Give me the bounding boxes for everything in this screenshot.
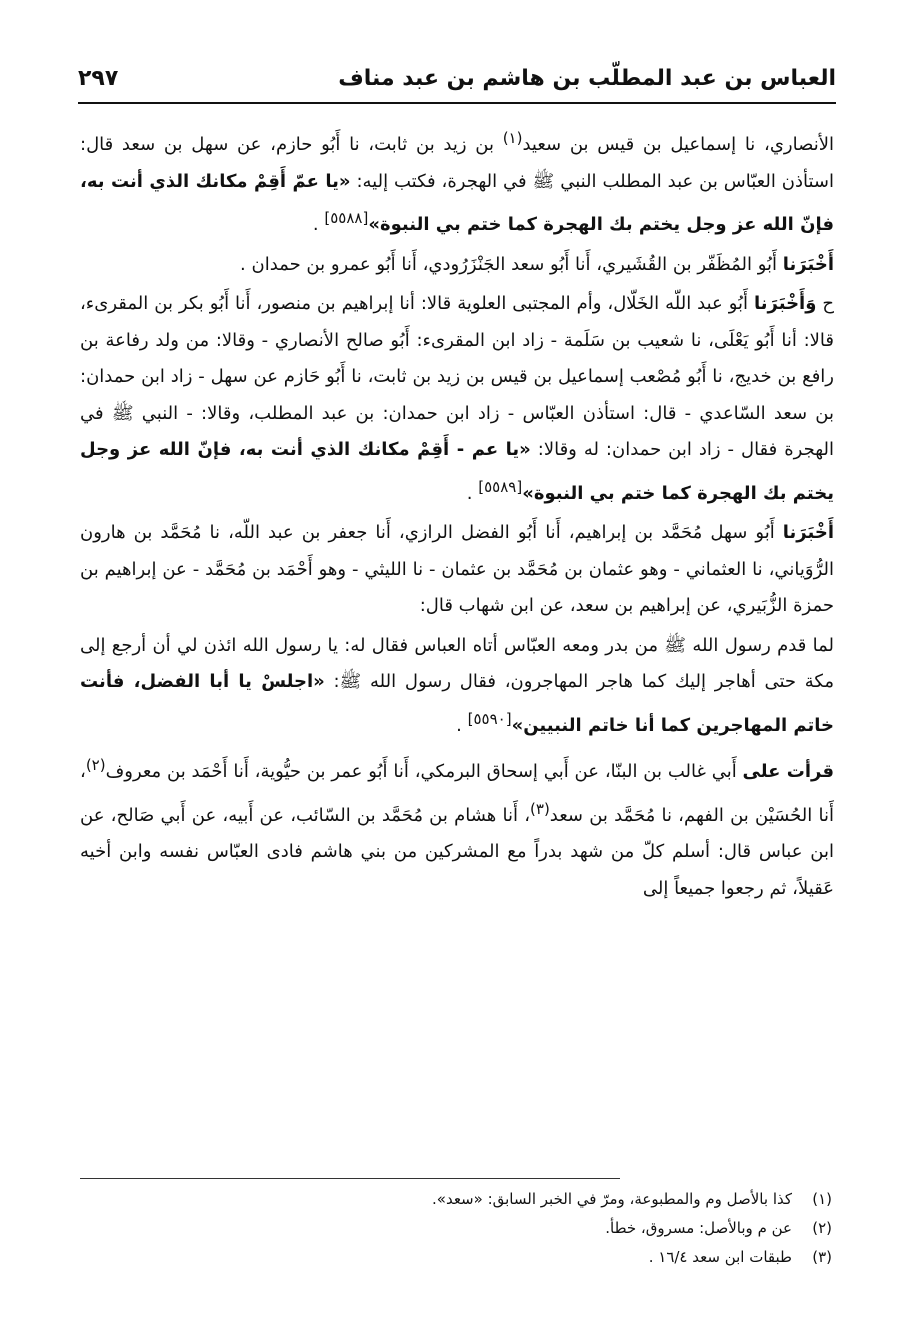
paragraph-6 (80, 747, 834, 907)
footnote (120, 1214, 832, 1243)
footnote-number: (١) (812, 1190, 832, 1208)
footnote-separator (80, 1178, 620, 1179)
hadith-number: [٥٥٨٩] (478, 477, 523, 496)
text: ح (816, 293, 834, 314)
footnote-text: كذا بالأصل وم والمطبوعة، ومرّ في الخبر السابق: «سعد». (432, 1190, 792, 1208)
hadith-quote: «اجلسْ يا أبا الفضل، فأنت خاتم المهاجرين كما أنا خاتم النبيين» (80, 671, 834, 736)
paragraph-3 (80, 286, 834, 512)
paragraph-2 (80, 247, 834, 284)
text: بن زيد بن ثابت، نا أَبُو حازم، عن سهل بن سعد قال: استأذن العبّاس بن عبد المطلب النبي ﷺ في الهجرة، فكتب إليه: (80, 134, 834, 192)
text: . (312, 214, 325, 235)
footnote-text: طبقات ابن سعد ١٦/٤ . (648, 1248, 792, 1266)
chain-marker: وَأَخْبَرَنا (754, 293, 817, 314)
footnote (120, 1185, 832, 1214)
hadith-quote: «يا عمّ أَقِمْ مكانك الذي أنت به، فإنّ الله عز وجل يختم بك الهجرة كما ختم بي النبوة» (80, 170, 834, 235)
running-header (78, 60, 836, 104)
main-text (80, 120, 834, 1170)
footnote-number: (٣) (812, 1248, 832, 1266)
footnote-ref: (٢) (85, 756, 106, 774)
header-rule (78, 102, 836, 104)
chain-marker: أَخْبَرَنا (782, 522, 834, 543)
text: أَبُو سهل مُحَمَّد بن إبراهيم، أَنا أَبُو الفضل الرازي، أَنا جعفر بن عبد اللّه، نا مُحَمَّد بن هارون الرُّوَياني، نا العثماني - وهو عثمان بن مُحَمَّد بن عثمان - نا الليثي - وهو أَحْمَد بن مُحَمَّد - عن إبراهيم بن حمزة الزُّبَيري، عن إبراهيم بن سعد، عن ابن شهاب قال: (80, 522, 834, 616)
paragraph-5 (80, 628, 834, 745)
chain-marker: أَخْبَرَنا (782, 253, 834, 275)
text: أَبُو المُظَفّر بن القُشَيري، أَنا أَبُو سعد الجَنْزَرُودي، أَنا أَبُو عمرو بن حمدان . (240, 253, 783, 275)
text: ، أَنا الحُسَيْن بن الفهم، نا مُحَمَّد بن سعد (80, 761, 834, 826)
footnotes (120, 1185, 832, 1272)
text: أَبي غالب بن البنّا، عن أَبي إسحاق البرمكي، أَنا أَبُو عمر بن حيُّوية، أَنا أَحْمَد بن معروف (105, 761, 743, 782)
text: لما قدم رسول الله ﷺ من بدر ومعه العبّاس أتاه العباس فقال له: يا رسول الله ائذن لي أن أرجع إلى مكة حتى أهاجر إليك كما هاجر المهاجرون، فقال رسول الله ﷺ: (80, 634, 834, 692)
text: أَبُو عبد اللّه الخَلّال، وأم المجتبى العلوية قالا: أنا إبراهيم بن منصور، أَنا أَبُو بكر بن المقرىء، قالا: أنا أَبُو يَعْلَى، نا شعيب بن سَلَمة - زاد ابن المقرىء: أَبُو صالح الأنصاري - وقالا: من ولد رفاعة بن رافع بن خديج، نا أَبُو مُصْعب إسماعيل بن قيس بن زيد بن ثابت، نا أَبُو حَازم عن سهل - زاد ابن حمدان: بن سعد السّاعدي - قال: استأذن العبّاس - زاد ابن حمدان: بن عبد المطلب، وقالا: - النبي ﷺ في الهجرة فقال - زاد ابن حمدان: له وقالا: (80, 293, 834, 460)
chain-marker: قرأت على (742, 761, 834, 782)
hadith-number: [٥٥٩٠] (467, 709, 512, 728)
footnote-ref: (١) (502, 129, 523, 147)
text: الأنصاري، نا إسماعيل بن قيس بن سعيد (522, 134, 834, 155)
footnote-ref: (٣) (530, 799, 550, 818)
footnote-text: عن م وبالأصل: مسروق، خطأ. (605, 1219, 792, 1237)
hadith-number: [٥٥٨٨] (324, 209, 369, 227)
paragraph-1 (80, 120, 834, 244)
paragraph-4 (80, 515, 834, 625)
text: . (456, 714, 468, 736)
text: . (466, 482, 479, 504)
text: ، أَنا هشام بن مُحَمَّد بن السّائب، عن أَبيه، عن أَبي صَالح، عن ابن عباس قال: أسلم كلّ من شهد بدراً مع المشركين من بني هاشم فادى العبّاس نفسه وابن أخيه عَقيلاً، ثم رجعوا جميعاً إلى (80, 804, 834, 899)
footnote-number: (٢) (812, 1219, 832, 1237)
footnote (120, 1243, 832, 1272)
header-title: العباس بن عبد المطلّب بن هاشم بن عبد مناف (338, 66, 836, 91)
hadith-quote: «يا عم - أَقِمْ مكانك الذي أنت به، فإنّ الله عز وجل يختم بك الهجرة كما ختم بي النبوة» (80, 439, 834, 504)
page-number: ٢٩٧ (78, 66, 119, 91)
